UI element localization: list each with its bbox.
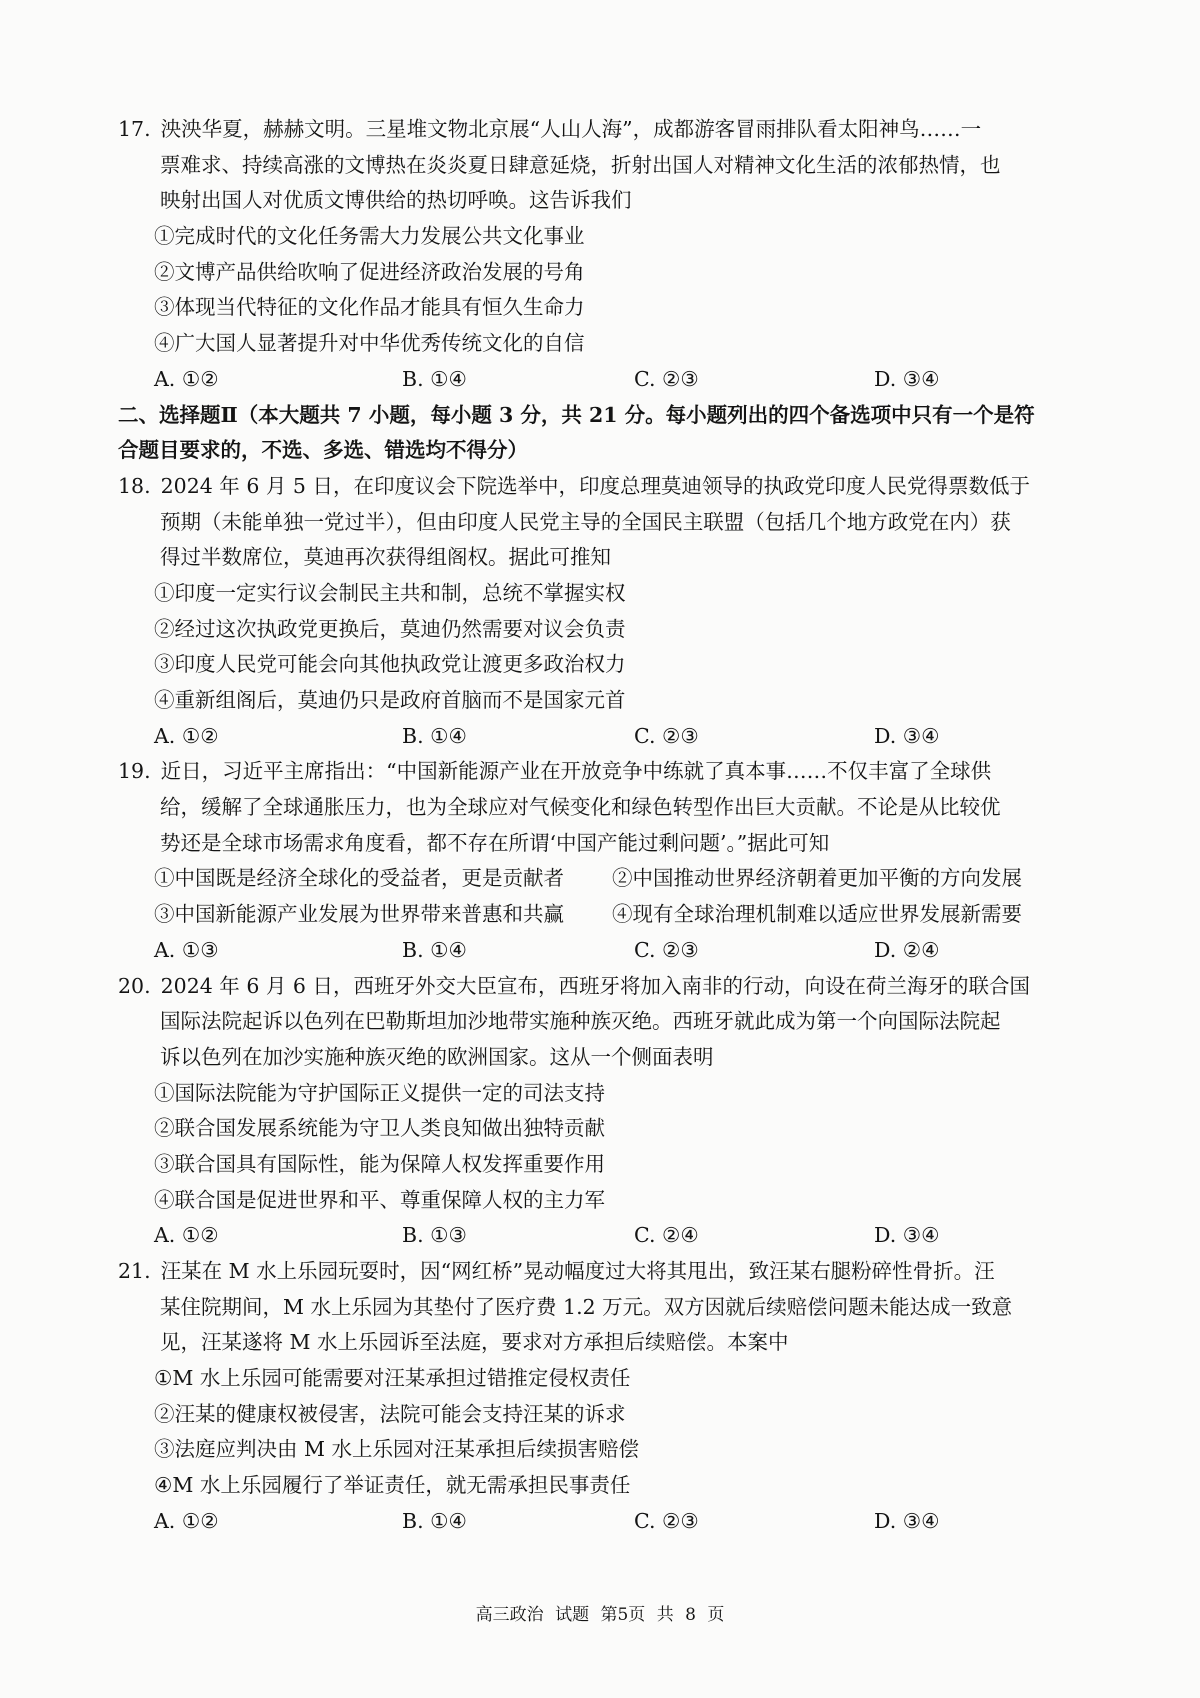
answer-choice-a: A. ①③ xyxy=(154,937,219,962)
question-stem-line: 势还是全球市场需求角度看，都不存在所谓‘中国产能过剩问题’。”据此可知 xyxy=(160,830,830,855)
statement-option: ③法庭应判决由 M 水上乐园对汪某承担后续损害赔偿 xyxy=(154,1437,640,1462)
statement-option: ③联合国具有国际性，能为保障人权发挥重要作用 xyxy=(154,1151,605,1176)
answer-choice-b: B. ①③ xyxy=(402,1223,467,1248)
statement-option: ①完成时代的文化任务需大力发展公共文化事业 xyxy=(154,224,585,249)
question-stem-line: 某住院期间，M 水上乐园为其垫付了医疗费 1.2 万元。双方因就后续赔偿问题未能达成一致意 xyxy=(160,1294,1013,1319)
statement-option: ④重新组阁后，莫迪仍只是政府首脑而不是国家元首 xyxy=(154,688,626,712)
statement-option: ②联合国发展系统能为守卫人类良知做出独特贡献 xyxy=(154,1116,605,1141)
question-stem-line: 映射出国人对优质文博供给的热切呼唤。这告诉我们 xyxy=(160,188,632,213)
question-stem-line: 预期（未能单独一党过半），但由印度人民党主导的全国民主联盟（包括几个地方政党在内）获 xyxy=(160,509,1011,534)
question-stem-line: 得过半数席位，莫迪再次获得组阁权。据此可推知 xyxy=(160,545,611,570)
statement-option: ②汪某的健康权被侵害，法院可能会支持汪某的诉求 xyxy=(154,1401,626,1426)
section-heading xyxy=(118,398,1156,469)
question-21 xyxy=(118,1254,1156,1540)
question-stem-line: 19. 近日，习近平主席指出：“中国新能源产业在开放竞争中练就了真本事……不仅丰富了全球供 xyxy=(118,759,992,784)
answer-choice-c: C. ②④ xyxy=(634,1223,699,1248)
question-stem-line: 21. 汪某在 M 水上乐园玩耍时，因“网红桥”晃动幅度过大将其甩出，致汪某右腿粉碎性骨折。汪 xyxy=(118,1259,995,1283)
statement-option: ①M 水上乐园可能需要对汪某承担过错推定侵权责任 xyxy=(154,1366,631,1391)
answer-choices xyxy=(118,719,1156,755)
answer-choice-d: D. ③④ xyxy=(874,366,940,391)
statement-option: ④M 水上乐园履行了举证责任，就无需承担民事责任 xyxy=(154,1473,631,1498)
statement-option-row xyxy=(118,861,1156,897)
statement-option: ①印度一定实行议会制民主共和制，总统不掌握实权 xyxy=(154,580,626,605)
answer-choice-a: A. ①② xyxy=(154,366,219,391)
statement-option: ④联合国是促进世界和平、尊重保障人权的主力军 xyxy=(154,1187,605,1212)
question-20 xyxy=(118,969,1156,1255)
question-stem-line: 国际法院起诉以色列在巴勒斯坦加沙地带实施种族灭绝。西班牙就此成为第一个向国际法院起 xyxy=(160,1009,1001,1034)
question-stem-line: 给，缓解了全球通胀压力，也为全球应对气候变化和绿色转型作出巨大贡献。不论是从比较优 xyxy=(160,795,1001,820)
question-17 xyxy=(118,112,1156,398)
question-number: 21. xyxy=(118,1259,151,1283)
statement-option: ④现有全球治理机制难以适应世界发展新需要 xyxy=(612,902,1022,927)
question-number: 19. xyxy=(118,759,151,784)
answer-choice-c: C. ②③ xyxy=(634,1508,699,1533)
answer-choice-d: D. ②④ xyxy=(874,937,940,962)
statement-option: ①中国既是经济全球化的受益者，更是贡献者 xyxy=(154,866,564,891)
section-heading-line: 合题目要求的，不选、多选、错选均不得分） xyxy=(118,438,528,463)
question-stem-line: 诉以色列在加沙实施种族灭绝的欧洲国家。这从一个侧面表明 xyxy=(160,1044,714,1069)
section-heading-line: 二、选择题Ⅱ（本大题共 7 小题，每小题 3 分，共 21 分。每小题列出的四个备选项中只有一个是符 xyxy=(118,402,1035,427)
answer-choice-a: A. ①② xyxy=(154,1223,219,1248)
answer-choices xyxy=(118,362,1156,398)
statement-option: ③中国新能源产业发展为世界带来普惠和共赢 xyxy=(154,902,564,927)
question-stem-line: 20. 2024 年 6 月 6 日，西班牙外交大臣宣布，西班牙将加入南非的行动，向设在荷兰海牙的联合国 xyxy=(118,973,1030,998)
statement-option: ③体现当代特征的文化作品才能具有恒久生命力 xyxy=(154,295,585,320)
answer-choice-c: C. ②③ xyxy=(634,937,699,962)
answer-choice-b: B. ①④ xyxy=(402,937,467,962)
question-number: 20. xyxy=(118,973,151,998)
answer-choice-b: B. ①④ xyxy=(402,1508,467,1533)
answer-choice-d: D. ③④ xyxy=(874,723,940,748)
question-stem-line: 18. 2024 年 6 月 5 日，在印度议会下院选举中，印度总理莫迪领导的执政党印度人民党得票数低于 xyxy=(118,473,1030,498)
statement-option: ④广大国人显著提升对中华优秀传统文化的自信 xyxy=(154,331,585,356)
answer-choices xyxy=(118,1218,1156,1254)
page-footer: 高三政治 试题 第5页 共 8 页 xyxy=(475,1605,725,1625)
question-stem-line: 17. 泱泱华夏，赫赫文明。三星堆文物北京展“人山人海”，成都游客冒雨排队看太阳神鸟……一 xyxy=(118,117,982,141)
question-18 xyxy=(118,469,1156,755)
question-number: 17. xyxy=(118,117,151,141)
question-19 xyxy=(118,754,1156,968)
answer-choice-a: A. ①② xyxy=(154,723,219,748)
answer-choice-c: C. ②③ xyxy=(634,366,699,391)
statement-option: ③印度人民党可能会向其他执政党让渡更多政治权力 xyxy=(154,652,626,677)
statement-option: ②文博产品供给吹响了促进经济政治发展的号角 xyxy=(154,259,585,284)
statement-option-row xyxy=(118,897,1156,933)
answer-choice-c: C. ②③ xyxy=(634,723,699,748)
answer-choice-b: B. ①④ xyxy=(402,723,467,748)
question-stem-line: 见，汪某遂将 M 水上乐园诉至法庭，要求对方承担后续赔偿。本案中 xyxy=(160,1330,789,1355)
statement-option: ②中国推动世界经济朝着更加平衡的方向发展 xyxy=(612,866,1022,891)
statement-option: ②经过这次执政党更换后，莫迪仍然需要对议会负责 xyxy=(154,616,626,641)
page-content xyxy=(118,112,1156,1540)
answer-choice-b: B. ①④ xyxy=(402,366,467,391)
answer-choice-a: A. ①② xyxy=(154,1508,219,1533)
answer-choices xyxy=(118,1504,1156,1540)
question-stem-line: 票难求、持续高涨的文博热在炎炎夏日肆意延烧，折射出国人对精神文化生活的浓郁热情，也 xyxy=(160,152,1001,177)
answer-choice-d: D. ③④ xyxy=(874,1223,940,1248)
answer-choices xyxy=(118,933,1156,969)
statement-option: ①国际法院能为守护国际正义提供一定的司法支持 xyxy=(154,1080,605,1105)
answer-choice-d: D. ③④ xyxy=(874,1508,940,1533)
question-number: 18. xyxy=(118,473,151,498)
